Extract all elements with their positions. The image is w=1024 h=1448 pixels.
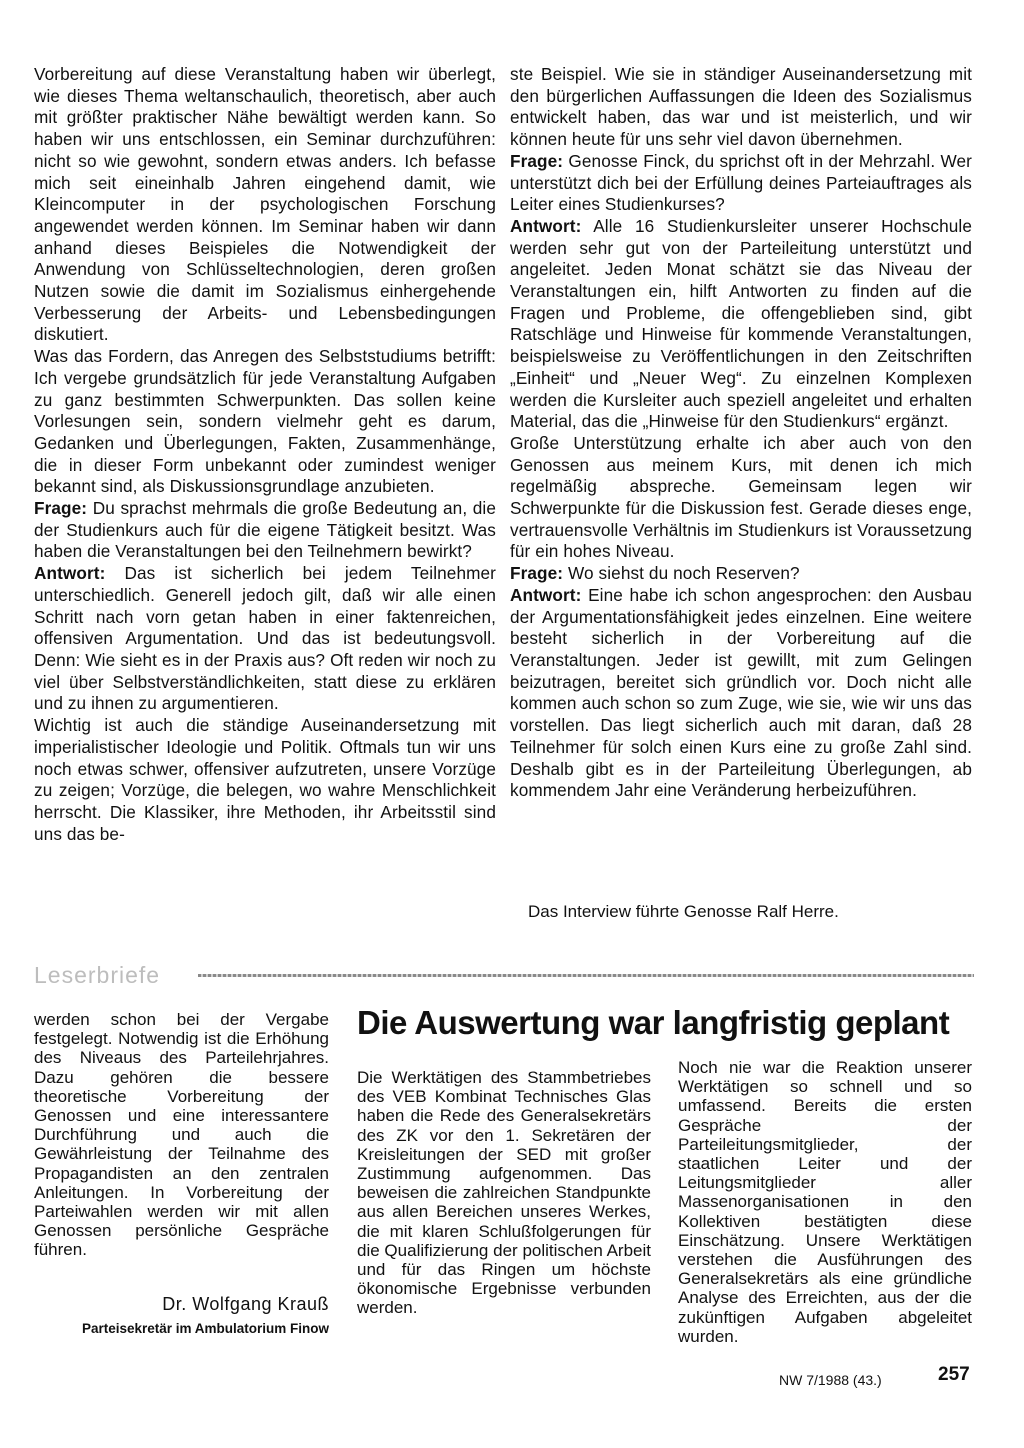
section-label: Leserbriefe <box>34 962 161 988</box>
paragraph: Vorbereitung auf diese Veranstaltung haben wir überlegt, wie dieses Thema weltanschaulich, theoretisch, aber auch mit größter praktischer Nähe bewältigt werden kann. So haben wir uns entschlossen, ein Seminar durchzuführen: nicht so wie gewohnt, sondern etwas anders. Ich befasse mich seit eineinhalb Jahren eingehend damit, wie Kleincomputer in der psychologischen Forschung angewendet werden können. Im Seminar haben wir dann anhand dieses Beispieles die Notwendigkeit der Anwendung von Schlüsseltechnologien, deren großen Nutzen sowie die damit im Sozialismus einhergehende Verbesserung der Arbeits- und Lebensbedingungen diskutiert. <box>34 64 496 345</box>
answer-paragraph: Antwort: Eine habe ich schon angesprochen: den Ausbau der Argumentationsfähigkeit jedes einzelnen. Eine weitere besteht sicherlich in der Vorbereitung auf die Veranstaltungen. Jeder ist gewillt, mit zum Gelingen beizutragen, bereitet sich gründlich vor. Doch nicht alle kommen auch schon so zum Zuge, wie sie, wie wir uns das vorstellen. Das liegt sicherlich auch mit daran, daß 28 Teilnehmer für solch einen Kurs eine zu große Zahl sind. Deshalb gibt es in der Parteileitung Überlegungen, ab kommendem Jahr eine Veränderung herbeizuführen. <box>510 584 972 801</box>
letter-column-2 <box>678 1058 972 1346</box>
section-divider <box>198 974 974 977</box>
interview-column-right <box>510 64 972 802</box>
letter-text: Die Werktätigen des Stammbetriebes des VEB Kombinat Technisches Glas haben die Rede des Generalsekretärs des ZK vor den 1. Sekretären der Kreisleitungen der SED mit großer Zustimmung aufgenommen. Das beweisen die zahlreichen Standpunkte aus allen Bereichen unseres Werkes, die mit klaren Schlußfolgerungen für die Qualifizierung der politischen Arbeit und für das Ringen um höchste ökonomische Ergebnisse verbunden werden. <box>357 1068 651 1318</box>
paragraph: Wichtig ist auch die ständige Auseinandersetzung mit imperialistischer Ideologie und Politik. Oftmals tun wir uns noch etwas schwer, offensiver aufzutreten, unsere Vorzüge zu zeigen; Vorzüge, die belegen, wo wahre Menschlichkeit herrscht. Die Klassiker, ihre Methoden, ihr Arbeitsstil sind uns das be- <box>34 715 496 844</box>
paragraph: Was das Fordern, das Anregen des Selbststudiums betrifft: Ich vergebe grundsätzlich für jede Veranstaltung Aufgaben zu ganz bestimmten Schwerpunkten. Das sollen keine Vorlesungen sein, sondern vielmehr geht es darum, Gedanken und Überlegungen, Fakten, Zusammenhänge, die in dieser Form unbekannt oder zumindest weniger bekannt sind, als Diskussionsgrundlage anzubieten. <box>34 346 496 497</box>
article-headline: Die Auswertung war langfristig geplant <box>357 1004 950 1041</box>
paragraph: Große Unterstützung erhalte ich aber auch von den Genossen aus meinem Kurs, mit denen ich mich regelmäßig abspreche. Gemeinsam legen wir Schwerpunkte für die Diskussion fest. Gerade dieses enge, vertrauensvolle Verhältnis im Studienkurs ist Voraussetzung für ein hohes Niveau. <box>510 432 972 562</box>
paragraph: ste Beispiel. Wie sie in ständiger Auseinandersetzung mit den bürgerlichen Auffassungen die Ideen des Sozialismus entwickelt haben, das war und ist meisterlich, und wir können heute für uns sehr viel davon übernehmen. <box>510 64 972 150</box>
author-role: Parteisekretär im Ambulatorium Finow <box>81 1321 329 1336</box>
section-header <box>34 962 974 988</box>
answer-paragraph: Antwort: Das ist sicherlich bei jedem Teilnehmer unterschiedlich. Generell jedoch gilt, daß wir alle einen Schritt nach vorn getan haben in einer faktenreichen, offensiven Argumentation. Und das ist bedeutungsvoll. Denn: Wie sieht es in der Praxis aus? Oft reden wir noch zu viel über Selbstverständlichkeiten, statt diese zu erklären und zu ihnen zu argumentieren. <box>34 563 496 714</box>
question-paragraph: Frage: Du sprachst mehrmals die große Bedeutung an, die der Studienkurs auch für die eigene Tätigkeit besitzt. Was haben die Veranstaltungen bei den Teilnehmern bewirkt? <box>34 498 496 562</box>
answer-paragraph: Antwort: Alle 16 Studienkursleiter unserer Hochschule werden sehr gut von der Parteileitung unterstützt und angeleitet. Jeden Monat schätzt sie das Niveau der Veranstaltungen ein, hilft Antworten zu finden auf die Fragen und Probleme, die offengeblieben sind, gibt Ratschläge und Hinweise für kommende Veranstaltungen, beispielsweise zu Veröffentlichungen in den Zeitschriften „Einheit“ und „Neuer Weg“. Zu einzelnen Komplexen werden die Kursleiter auch speziell angeleitet und erhalten Material, das die „Hinweise für den Studienkurs“ ergänzt. <box>510 215 972 432</box>
question-paragraph: Frage: Genosse Finck, du sprichst oft in der Mehrzahl. Wer unterstützt dich bei der Erfüllung deines Parteiauftrages als Leiter eines Studienkurses? <box>510 150 972 215</box>
issue-reference: NW 7/1988 (43.) <box>779 1372 882 1388</box>
page-number: 257 <box>938 1364 970 1385</box>
letter-column-1 <box>357 1068 651 1318</box>
letter-previous <box>34 1010 329 1260</box>
letter-previous-text: werden schon bei der Vergabe festgelegt. Notwendig ist die Erhöhung des Niveaus des Parteilehrjahres. Dazu gehören die bessere theoretische Vorbereitung der Genossen und eine interessantere Durchführung und auch die Gewährleistung der Teilnahme des Propagandisten an den zentralen Anleitungen. In Vorbereitung der Parteiwahlen werden wir mit allen Genossen persönliche Gespräche führen. <box>34 1010 329 1260</box>
interview-signoff: Das Interview führte Genosse Ralf Herre. <box>528 902 839 921</box>
letter-signature <box>34 1294 329 1336</box>
question-paragraph: Frage: Wo siehst du noch Reserven? <box>510 563 800 584</box>
interview-column-left <box>34 64 496 845</box>
letter-text: Noch nie war die Reaktion unserer Werktätigen so schnell und so umfassend. Bereits die ersten Gespräche der Parteileitungsmitglieder, der staatlichen Leiter und der Leitungsmitglieder aller Massenorganisationen in den Kollektiven bestätigten diese Einschätzung. Unsere Werktätigen verstehen die Ausführungen des Generalsekretärs als eine gründliche Analyse des Erreichten, aus der die zukünftigen Aufgaben abgeleitet wurden. <box>678 1058 972 1346</box>
author-name: Dr. Wolfgang Krauß <box>162 1294 329 1314</box>
